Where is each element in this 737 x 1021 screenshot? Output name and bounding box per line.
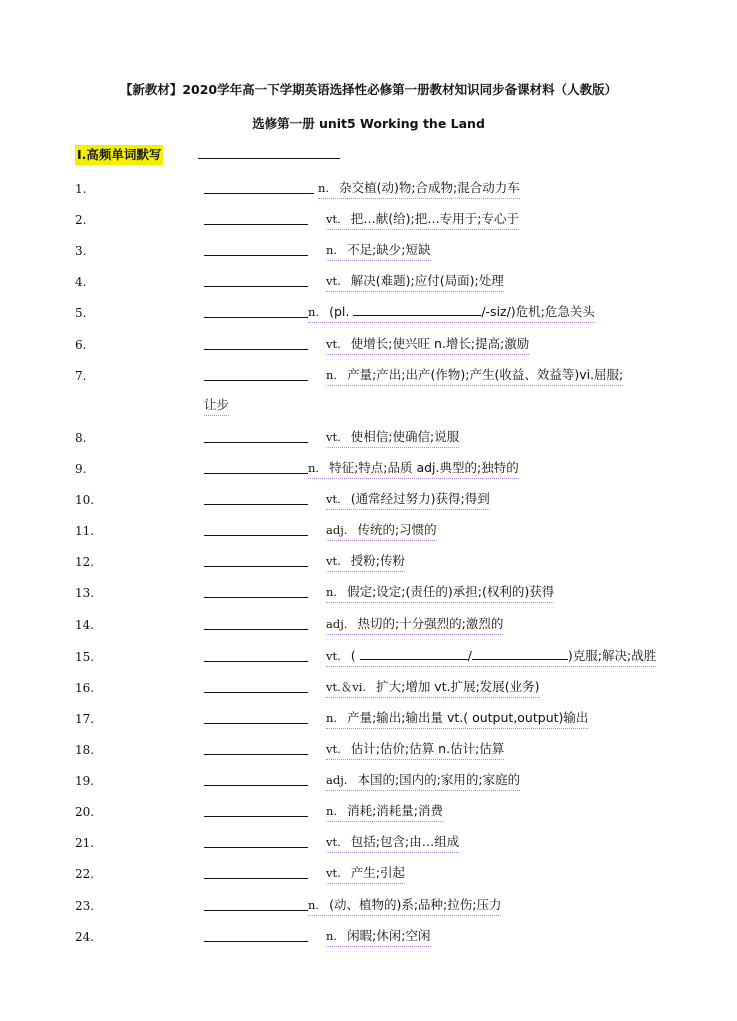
definition-text: 传统的;习惯的 — [357, 522, 437, 537]
part-of-speech: vt. — [326, 430, 341, 444]
list-item — [0, 209, 737, 231]
item-number: 15. — [75, 650, 95, 664]
definition — [326, 863, 405, 884]
part-of-speech: vt. — [326, 554, 341, 568]
part-of-speech: n. — [326, 243, 338, 257]
definition-text: 产量;产出;出产(作物);产生(收益、效益等)vi.屈服; — [347, 367, 624, 382]
item-number: 5. — [75, 306, 87, 320]
part-of-speech: n. — [326, 804, 338, 818]
definition-text: 扩大;增加 vt.扩展;发展(业务) — [376, 679, 540, 694]
definition — [326, 520, 437, 541]
definition — [326, 708, 588, 729]
definition-text: 解决(难题);应付(局面);处理 — [350, 273, 504, 288]
definition-text: 特征;特点;品质 adj.典型的;独特的 — [329, 460, 519, 475]
list-item — [0, 677, 737, 699]
answer-blank[interactable] — [204, 910, 308, 911]
definition — [326, 614, 503, 635]
list-item — [0, 614, 737, 636]
answer-blank[interactable] — [204, 754, 308, 755]
definition — [326, 427, 459, 448]
definition-text: 使相信;使确信;说服 — [350, 429, 460, 444]
list-item — [0, 770, 737, 792]
definition-text: 授粉;传粉 — [350, 553, 405, 568]
answer-blank[interactable] — [204, 442, 308, 443]
definition — [326, 582, 554, 603]
definition-text: (pl. — [329, 304, 350, 319]
list-item — [0, 895, 737, 917]
definition-text: 消耗;消耗量;消费 — [347, 803, 443, 818]
item-number: 19. — [75, 774, 95, 788]
item-number: 22. — [75, 867, 95, 881]
item-number: 7. — [75, 369, 87, 383]
definition — [326, 739, 504, 760]
item-number: 10. — [75, 493, 95, 507]
item-number: 3. — [75, 244, 87, 258]
list-item — [0, 646, 737, 668]
item-number: 17. — [75, 712, 95, 726]
part-of-speech: vt. — [326, 835, 341, 849]
definition-text: 杂交植(动)物;合成物;混合动力车 — [339, 180, 520, 195]
part-of-speech: n. — [308, 898, 320, 912]
answer-blank[interactable] — [204, 566, 308, 567]
definition — [308, 895, 501, 916]
answer-blank[interactable] — [204, 785, 308, 786]
definition-text: 热切的;十分强烈的;激烈的 — [357, 616, 504, 631]
answer-blank[interactable] — [204, 504, 308, 505]
part-of-speech: vt. — [326, 742, 341, 756]
item-number: 16. — [75, 681, 95, 695]
definition — [326, 551, 405, 572]
definition-text: 包括;包含;由…组成 — [350, 834, 460, 849]
item-number: 9. — [75, 462, 87, 476]
list-item — [0, 739, 737, 761]
answer-blank[interactable] — [204, 661, 308, 662]
definition-text: )克服;解决;战胜 — [567, 648, 657, 663]
list-item — [0, 832, 737, 854]
answer-blank[interactable] — [204, 193, 314, 194]
answer-blank[interactable] — [204, 224, 308, 225]
definition — [326, 240, 431, 261]
list-item — [0, 178, 737, 200]
list-item — [0, 458, 737, 480]
answer-blank[interactable] — [204, 629, 308, 630]
list-item — [0, 582, 737, 604]
item-number: 2. — [75, 213, 87, 227]
definition — [326, 677, 540, 698]
list-item — [0, 926, 737, 948]
list-item — [0, 489, 737, 511]
list-item — [0, 271, 737, 293]
item-number: 6. — [75, 338, 87, 352]
definition — [326, 209, 519, 230]
item-number: 21. — [75, 836, 95, 850]
definition-text: /-siz/)危机;危急关头 — [481, 304, 595, 319]
list-item — [0, 365, 737, 387]
definition — [308, 458, 519, 479]
definition — [308, 302, 595, 323]
definition-text: 假定;设定;(责任的)承担;(权利的)获得 — [347, 584, 555, 599]
list-item — [0, 302, 737, 324]
list-item — [0, 863, 737, 885]
item-number: 24. — [75, 930, 95, 944]
part-of-speech: vt. — [326, 649, 341, 663]
part-of-speech: n. — [308, 305, 320, 319]
part-of-speech: vt. — [326, 337, 341, 351]
part-of-speech: vt. — [326, 492, 341, 506]
definition — [326, 926, 431, 947]
definition-text: 本国的;国内的;家用的;家庭的 — [357, 772, 521, 787]
answer-blank[interactable] — [204, 847, 308, 848]
definition-text: 产生;引起 — [350, 865, 405, 880]
item-number: 20. — [75, 805, 95, 819]
answer-blank[interactable] — [204, 597, 308, 598]
part-of-speech: vt. — [326, 274, 341, 288]
definition — [326, 646, 656, 667]
item-number: 18. — [75, 743, 95, 757]
item-number: 14. — [75, 618, 95, 632]
part-of-speech: n. — [318, 181, 330, 195]
part-of-speech: n. — [326, 585, 338, 599]
definition — [326, 365, 623, 386]
item-number: 11. — [75, 524, 95, 538]
answer-blank[interactable] — [204, 473, 308, 474]
definition-text: 产量;输出;输出量 vt.( output,output)输出 — [347, 710, 589, 725]
part-of-speech: vt.＆vi. — [326, 680, 367, 694]
part-of-speech: adj. — [326, 523, 348, 537]
list-item — [0, 551, 737, 573]
definition — [326, 489, 490, 510]
answer-blank[interactable] — [204, 692, 308, 693]
section-answer-blank[interactable] — [198, 158, 340, 159]
definition-text: (通常经过努力)获得;得到 — [350, 491, 490, 506]
answer-blank[interactable] — [204, 286, 308, 287]
section-label: I.高频单词默写 — [75, 145, 163, 165]
answer-blank[interactable] — [204, 380, 308, 381]
item-number: 23. — [75, 899, 95, 913]
answer-blank[interactable] — [204, 816, 308, 817]
part-of-speech: n. — [326, 368, 338, 382]
definition — [326, 271, 504, 292]
answer-blank[interactable] — [204, 349, 308, 350]
definition-continuation: 让步 — [204, 395, 229, 416]
definition-text: 使增长;使兴旺 n.增长;提高;激励 — [350, 336, 530, 351]
definition-text: (动、植物的)系;品种;拉伤;压力 — [329, 897, 502, 912]
definition-separator: / — [467, 648, 472, 663]
list-item — [0, 801, 737, 823]
inline-answer-blank[interactable] — [353, 303, 481, 316]
answer-blank[interactable] — [204, 723, 308, 724]
definition-text: 不足;缺少;短缺 — [347, 242, 431, 257]
list-item — [0, 520, 737, 542]
answer-blank[interactable] — [204, 317, 308, 318]
part-of-speech: adj. — [326, 773, 348, 787]
inline-answer-blank[interactable] — [360, 647, 468, 660]
item-number: 8. — [75, 431, 87, 445]
item-number: 1. — [75, 182, 87, 196]
answer-blank[interactable] — [204, 255, 308, 256]
definition — [326, 801, 443, 822]
inline-answer-blank[interactable] — [472, 647, 568, 660]
part-of-speech: vt. — [326, 212, 341, 226]
definition — [326, 334, 529, 355]
page-subtitle: 选修第一册 unit5 Working the Land — [252, 116, 485, 131]
definition — [318, 178, 520, 199]
list-item — [0, 334, 737, 356]
answer-blank[interactable] — [204, 941, 308, 942]
item-number: 12. — [75, 555, 95, 569]
part-of-speech: n. — [326, 929, 338, 943]
definition-text: ( — [350, 648, 356, 663]
list-item — [0, 240, 737, 262]
page-title: 【新教材】2020学年高一下学期英语选择性必修第一册教材知识同步备课材料（人教版） — [119, 82, 618, 97]
list-item — [0, 708, 737, 730]
answer-blank[interactable] — [204, 878, 308, 879]
definition-text: 估计;估价;估算 n.估计;估算 — [350, 741, 505, 756]
definition-text: 闲暇;休闲;空闲 — [347, 928, 431, 943]
definition — [326, 770, 520, 791]
part-of-speech: n. — [326, 711, 338, 725]
section-heading — [75, 145, 163, 165]
part-of-speech: vt. — [326, 866, 341, 880]
item-number: 4. — [75, 275, 87, 289]
definition-text: 把…献(给);把…专用于;专心于 — [350, 211, 519, 226]
part-of-speech: adj. — [326, 617, 348, 631]
definition — [326, 832, 459, 853]
answer-blank[interactable] — [204, 535, 308, 536]
list-item — [0, 427, 737, 449]
item-number: 13. — [75, 586, 95, 600]
part-of-speech: n. — [308, 461, 320, 475]
